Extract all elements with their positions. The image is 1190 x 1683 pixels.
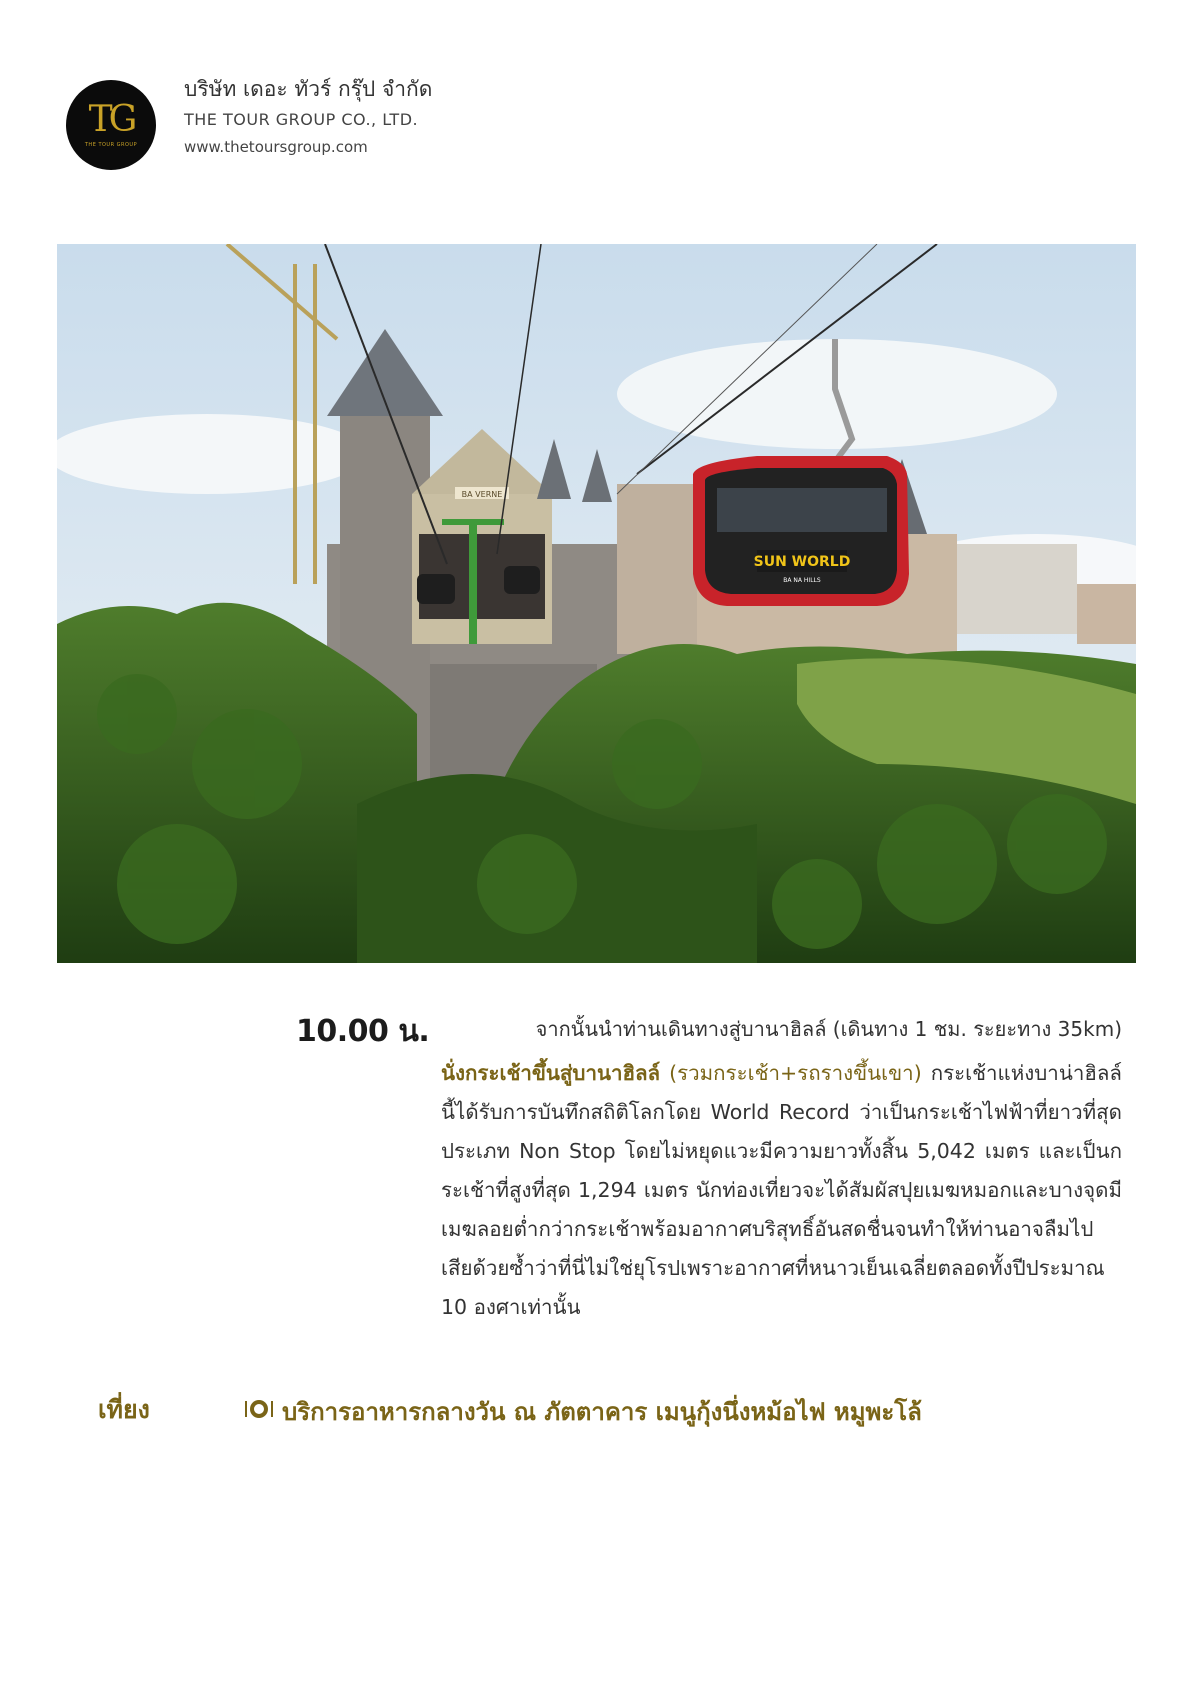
company-info xyxy=(184,72,584,160)
company-name-english: THE TOUR GROUP CO., LTD. xyxy=(184,110,419,129)
lunch-label: เที่ยง xyxy=(98,1395,150,1424)
schedule-time: 10.00 น. xyxy=(296,1014,430,1049)
description-text: กระเช้าแห่งบาน่าฮิลล์นี้ได้รับการบันทึกสถิติโลกโดย World Record ว่าเป็นกระเช้าไฟฟ้าที่ยาวที่สุด ประเภท Non Stop โดยไม่หยุดแวะมีความยาวทั้งสิ้น 5,042 เมตร และเป็นกระเช้าที่สูงที่สุด 1,294 เมตร นักท่องเที่ยวจะได้สัมผัสปุยเมฆหมอกและบางจุดมีเมฆลอยต่ำกว่ากระเช้าพร้อมอากาศบริสุทธิ์อันสดชื่นจนทำให้ท่านอาจลืมไปเสียด้วยซ้ำว่าที่นี่ไม่ใช่ยุโรปเพราะอากาศที่หนาวเย็นเฉลี่ยตลอดทั้งปีประมาณ 10 องศาเท่านั้น xyxy=(441,1061,1122,1319)
logo-subtitle: THE TOUR GROUP xyxy=(84,142,138,148)
schedule-description xyxy=(441,1054,1122,1327)
cable-car-illustration xyxy=(57,244,1136,963)
station-sign: BA VERNE xyxy=(461,490,503,499)
company-name-thai: บริษัท เดอะ ทัวร์ กรุ๊ป จำกัด xyxy=(184,77,433,101)
company-website: www.thetoursgroup.com xyxy=(184,138,368,156)
highlight-note: (รวมกระเช้า+รถรางขึ้นเขา) xyxy=(669,1061,922,1085)
dish-icon xyxy=(244,1398,274,1426)
schedule-lead: จากนั้นนำท่านเดินทางสู่บานาฮิลล์ (เดินทาง 1 ชม. ระยะทาง 35km) xyxy=(535,1017,1122,1041)
cable-car-photo xyxy=(57,244,1136,963)
cable-car-brand: SUN WORLD xyxy=(753,554,851,570)
main-cable-car xyxy=(693,456,909,606)
lunch-info xyxy=(244,1392,922,1431)
lunch-text: บริการอาหารกลางวัน ณ ภัตตาคาร เมนูกุ้งนึ่งหม้อไฟ หมูพะโล้ xyxy=(282,1398,922,1426)
cable-car-sub: BA NA HILLS xyxy=(783,577,821,584)
logo-mark: TG xyxy=(88,99,134,140)
company-logo xyxy=(66,80,156,170)
highlight-activity: นั่งกระเช้าขึ้นสู่บานาฮิลล์ xyxy=(441,1061,661,1085)
